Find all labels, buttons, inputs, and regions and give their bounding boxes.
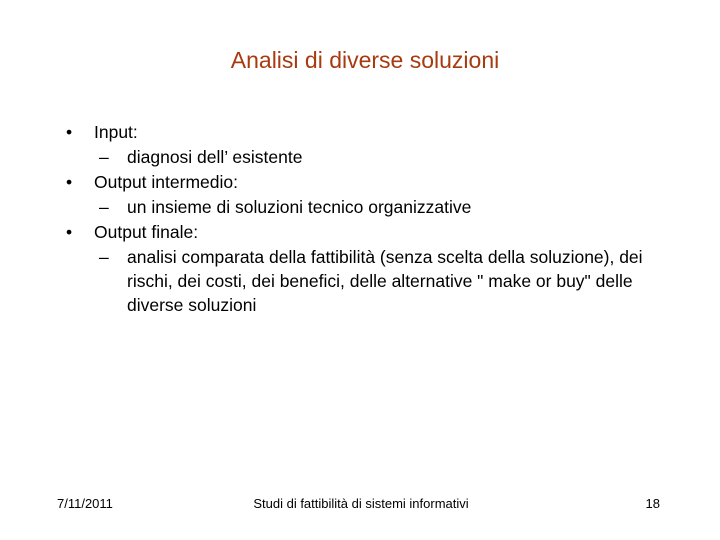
bullet-item-output-finale xyxy=(66,220,686,244)
bullet-label: Output finale: xyxy=(94,222,199,242)
sub-item xyxy=(66,195,686,219)
bullet-label: Output intermedio: xyxy=(94,172,238,192)
dash-icon: – xyxy=(99,197,109,217)
sub-item-text: un insieme di soluzioni tecnico organizzative xyxy=(127,197,472,217)
bullet-icon: • xyxy=(66,122,73,142)
bullet-icon: • xyxy=(66,222,73,242)
bullet-item-input xyxy=(66,120,686,144)
sub-item xyxy=(66,145,686,169)
bullet-list xyxy=(66,120,686,318)
sub-item-text: analisi comparata della fattibilità (senza scelta della soluzione), dei rischi, dei costi, dei benefici, delle alternative " make or buy" delle diverse soluzioni xyxy=(127,247,643,315)
footer-date: 7/11/2011 xyxy=(57,496,113,511)
footer-title: Studi di fattibilità di sistemi informativi xyxy=(253,496,469,511)
bullet-item-output-intermedio xyxy=(66,170,686,194)
sub-item xyxy=(66,245,686,317)
bullet-icon: • xyxy=(66,172,73,192)
bullet-label: Input: xyxy=(94,122,138,142)
sub-item-text: diagnosi dell’ esistente xyxy=(127,147,303,167)
slide-title: Analisi di diverse soluzioni xyxy=(230,47,500,73)
dash-icon: – xyxy=(99,147,109,167)
page-number: 18 xyxy=(645,496,660,511)
dash-icon: – xyxy=(99,247,109,267)
